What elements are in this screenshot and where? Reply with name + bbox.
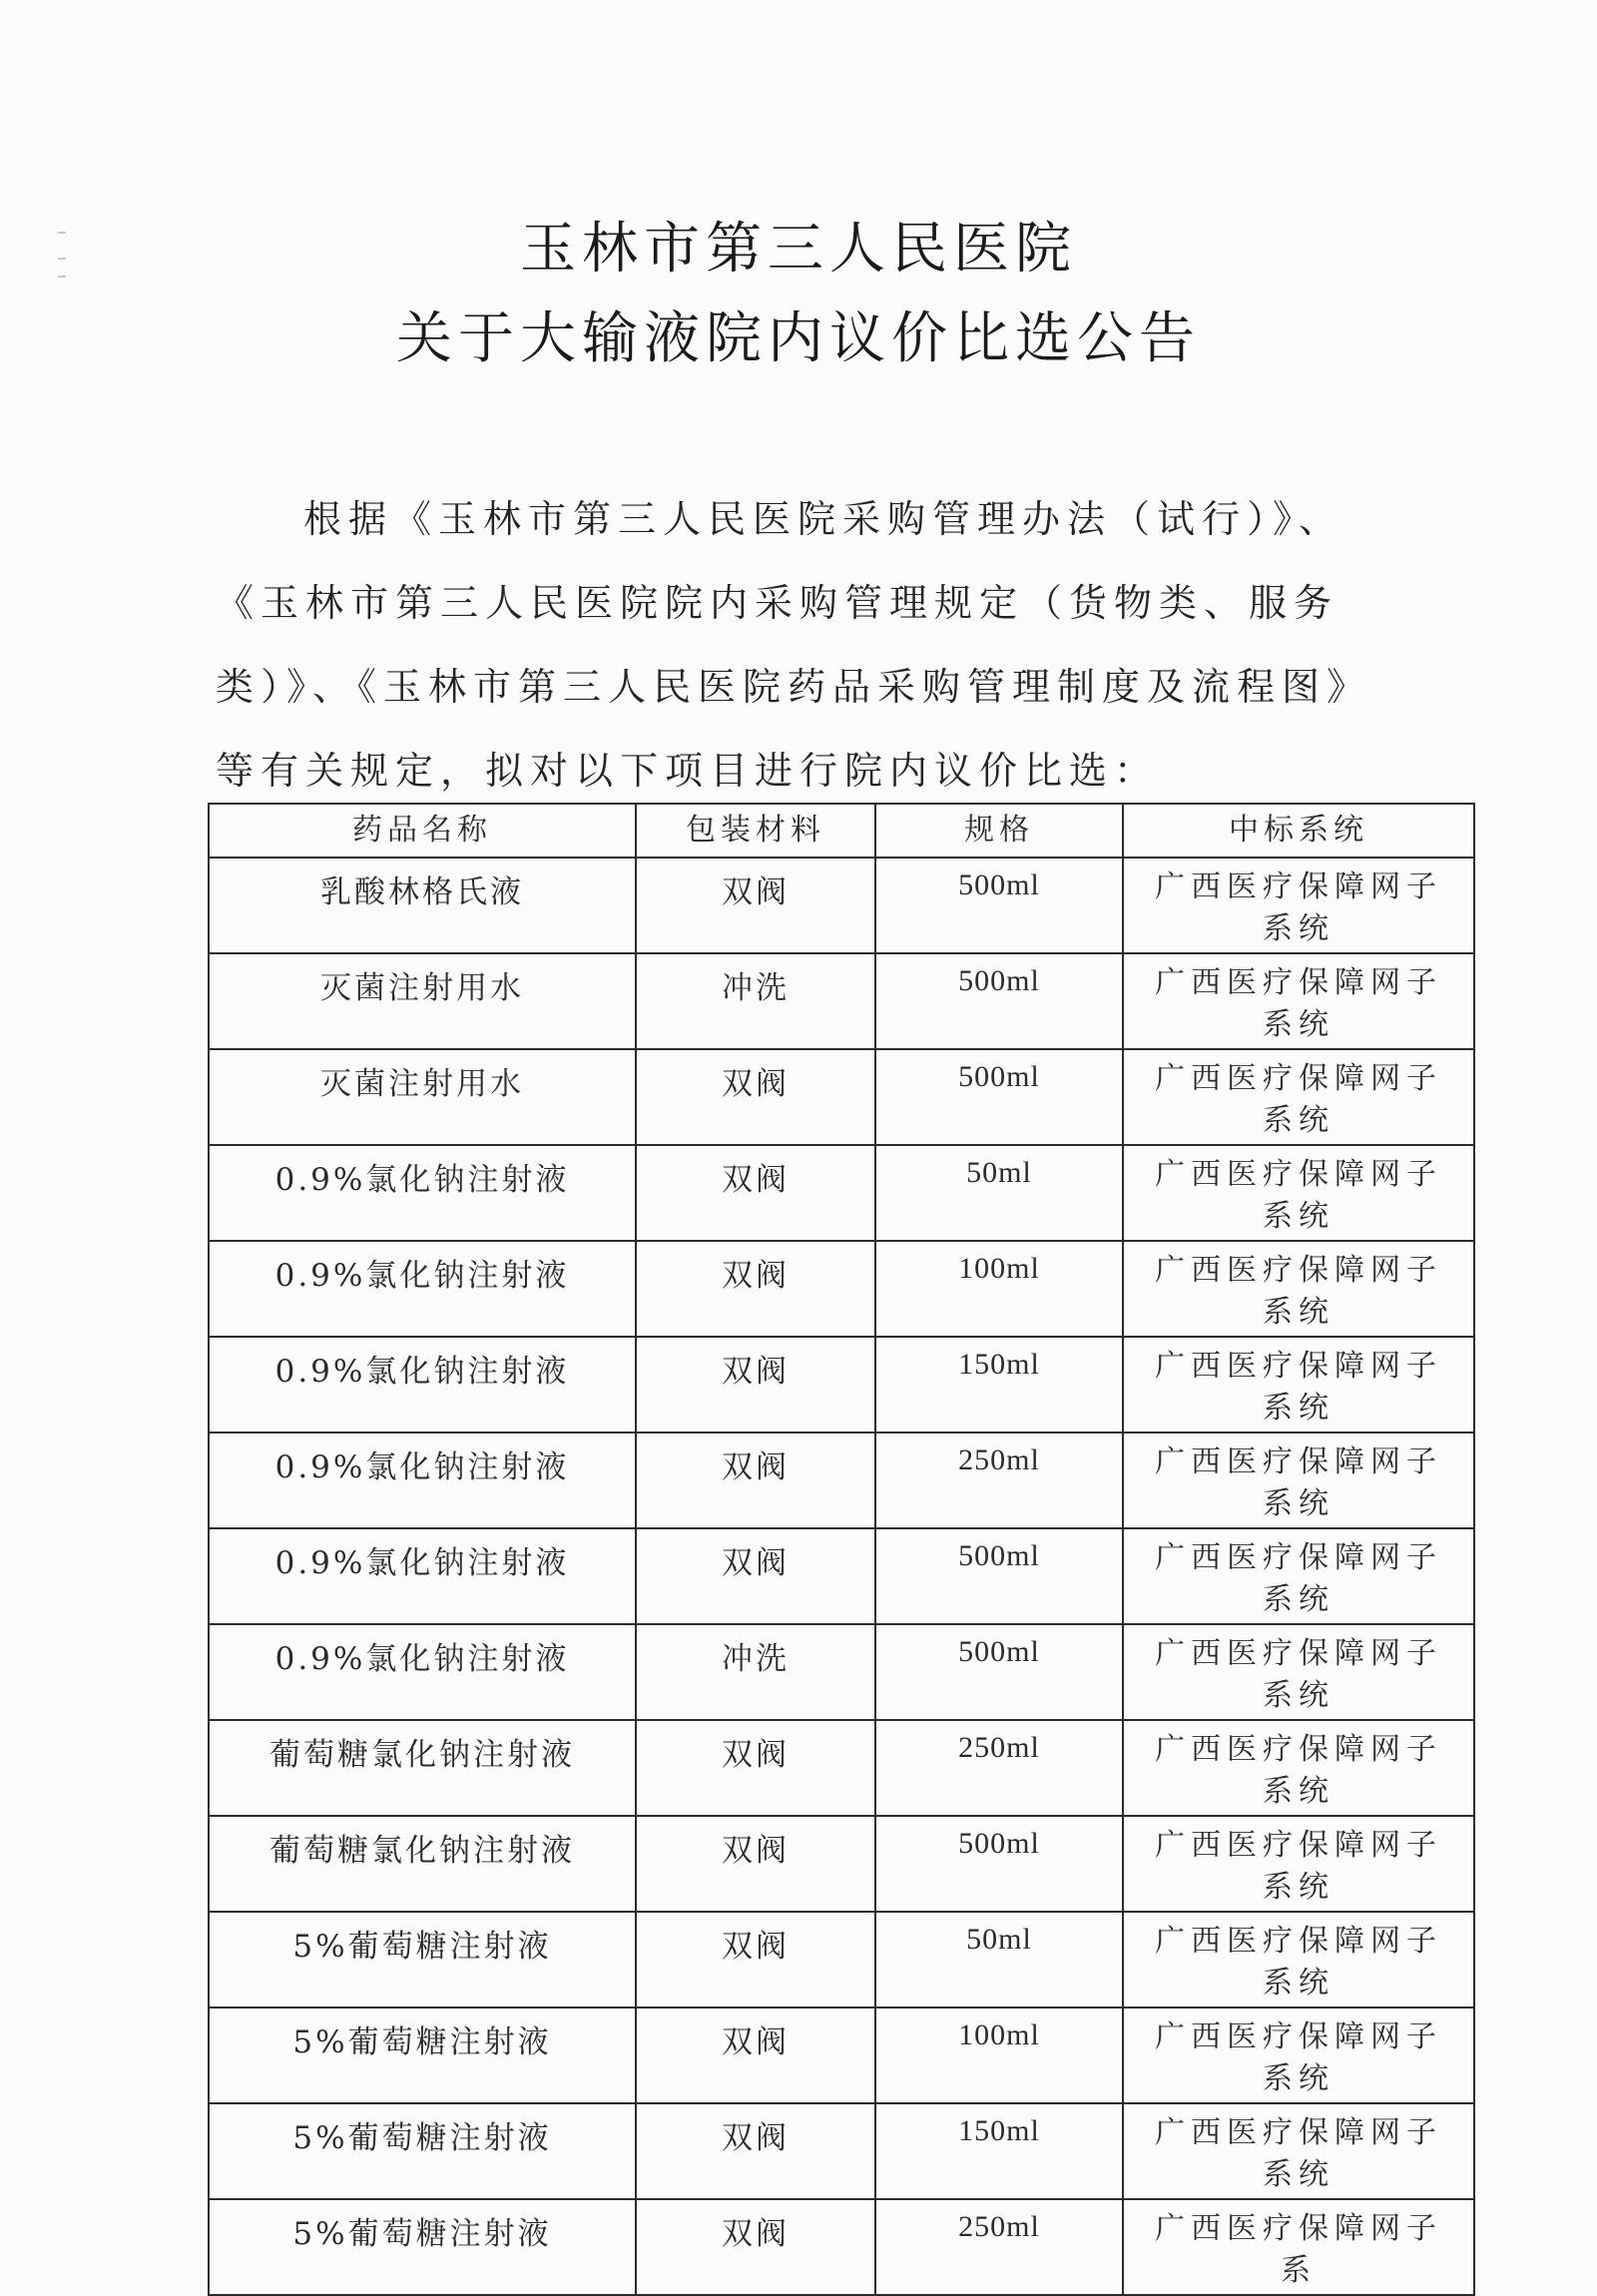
- cell-spec: 500ml: [875, 1528, 1123, 1624]
- cell-bid-system: 广西医疗保障网子系统: [1123, 1720, 1474, 1816]
- cell-drug-name: 灭菌注射用水: [209, 1049, 636, 1145]
- cell-drug-name: 葡萄糖氯化钠注射液: [209, 1720, 636, 1816]
- cell-spec: 100ml: [875, 1241, 1123, 1337]
- cell-packaging: 冲洗: [636, 1624, 875, 1720]
- cell-spec: 500ml: [875, 1624, 1123, 1720]
- table-row: [209, 2199, 1474, 2295]
- title-line-1: 玉林市第三人民医院: [520, 217, 1077, 282]
- cell-bid-system: 广西医疗保障网子系统: [1123, 1816, 1474, 1912]
- cell-bid-system: 广西医疗保障网子系统: [1123, 858, 1474, 953]
- table-row: [209, 1337, 1474, 1433]
- cell-drug-name: 0.9%氯化钠注射液: [209, 1528, 636, 1624]
- table-row: [209, 1433, 1474, 1528]
- cell-spec: 500ml: [875, 953, 1123, 1049]
- cell-drug-name: 0.9%氯化钠注射液: [209, 1337, 636, 1433]
- table-row: [209, 1720, 1474, 1816]
- cell-packaging: 双阀: [636, 1241, 875, 1337]
- table-header-row: [209, 804, 1474, 858]
- cell-bid-system: 广西医疗保障网子系统: [1123, 1337, 1474, 1433]
- cell-packaging: 双阀: [636, 1049, 875, 1145]
- cell-drug-name: 5%葡萄糖注射液: [209, 1912, 636, 2008]
- header-spec: 规格: [875, 804, 1123, 858]
- table-row: [209, 1624, 1474, 1720]
- table-row: [209, 1816, 1474, 1912]
- cell-bid-system: 广西医疗保障网子系统: [1123, 2008, 1474, 2103]
- header-packaging: 包装材料: [636, 804, 875, 858]
- cell-drug-name: 葡萄糖氯化钠注射液: [209, 1816, 636, 1912]
- cell-spec: 50ml: [875, 1912, 1123, 2008]
- cell-spec: 50ml: [875, 1145, 1123, 1241]
- cell-packaging: 双阀: [636, 1816, 875, 1912]
- cell-bid-system: 广西医疗保障网子系统: [1123, 1528, 1474, 1624]
- cell-drug-name: 0.9%氯化钠注射液: [209, 1145, 636, 1241]
- cell-spec: 150ml: [875, 2103, 1123, 2199]
- cell-spec: 500ml: [875, 1816, 1123, 1912]
- cell-packaging: 冲洗: [636, 953, 875, 1049]
- cell-drug-name: 0.9%氯化钠注射液: [209, 1433, 636, 1528]
- cell-drug-name: 灭菌注射用水: [209, 953, 636, 1049]
- cell-spec: 250ml: [875, 2199, 1123, 2295]
- cell-packaging: 双阀: [636, 1433, 875, 1528]
- cell-drug-name: 5%葡萄糖注射液: [209, 2199, 636, 2295]
- cell-packaging: 双阀: [636, 2199, 875, 2295]
- cell-drug-name: 0.9%氯化钠注射液: [209, 1241, 636, 1337]
- cell-bid-system: 广西医疗保障网子系统: [1123, 2103, 1474, 2199]
- table-row: [209, 1049, 1474, 1145]
- cell-bid-system: 广西医疗保障网子系统: [1123, 1624, 1474, 1720]
- table-row: [209, 1145, 1474, 1241]
- table-row: [209, 858, 1474, 953]
- table-row: [209, 953, 1474, 1049]
- cell-spec: 150ml: [875, 1337, 1123, 1433]
- cell-bid-system: 广西医疗保障网子系统: [1123, 1145, 1474, 1241]
- table-row: [209, 1528, 1474, 1624]
- cell-drug-name: 5%葡萄糖注射液: [209, 2103, 636, 2199]
- cell-bid-system: 广西医疗保障网子系统: [1123, 1241, 1474, 1337]
- cell-bid-system: 广西医疗保障网子系统: [1123, 953, 1474, 1049]
- cell-spec: 250ml: [875, 1720, 1123, 1816]
- cell-drug-name: 5%葡萄糖注射液: [209, 2008, 636, 2103]
- cell-spec: 500ml: [875, 1049, 1123, 1145]
- cell-packaging: 双阀: [636, 858, 875, 953]
- cell-drug-name: 乳酸林格氏液: [209, 858, 636, 953]
- cell-bid-system: 广西医疗保障网子系统: [1123, 1433, 1474, 1528]
- cell-packaging: 双阀: [636, 1720, 875, 1816]
- intro-paragraph: 根据《玉林市第三人民医院采购管理办法（试行）》、《玉林市第三人民医院院内采购管理规定（货物类、服务类）》、《玉林市第三人民医院药品采购管理制度及流程图》等有关规定，拟对以下项目进行院内议价比选：: [216, 497, 1372, 793]
- cell-spec: 250ml: [875, 1433, 1123, 1528]
- cell-packaging: 双阀: [636, 1145, 875, 1241]
- cell-packaging: 双阀: [636, 1337, 875, 1433]
- cell-packaging: 双阀: [636, 2103, 875, 2199]
- cell-bid-system: 广西医疗保障网子系: [1123, 2199, 1474, 2295]
- cell-drug-name: 0.9%氯化钠注射液: [209, 1624, 636, 1720]
- header-drug-name: 药品名称: [209, 804, 636, 858]
- cell-bid-system: 广西医疗保障网子系统: [1123, 1049, 1474, 1145]
- table-row: [209, 2008, 1474, 2103]
- cell-bid-system: 广西医疗保障网子系统: [1123, 1912, 1474, 2008]
- cell-packaging: 双阀: [636, 2008, 875, 2103]
- table-row: [209, 2103, 1474, 2199]
- cell-packaging: 双阀: [636, 1912, 875, 2008]
- table-row: [209, 1241, 1474, 1337]
- title-line-2: 关于大输液院内议价比选公告: [396, 306, 1201, 371]
- header-bid-system: 中标系统: [1123, 804, 1474, 858]
- table-row: [209, 1912, 1474, 2008]
- cell-packaging: 双阀: [636, 1528, 875, 1624]
- drug-table: [208, 803, 1475, 2296]
- cell-spec: 500ml: [875, 858, 1123, 953]
- cell-spec: 100ml: [875, 2008, 1123, 2103]
